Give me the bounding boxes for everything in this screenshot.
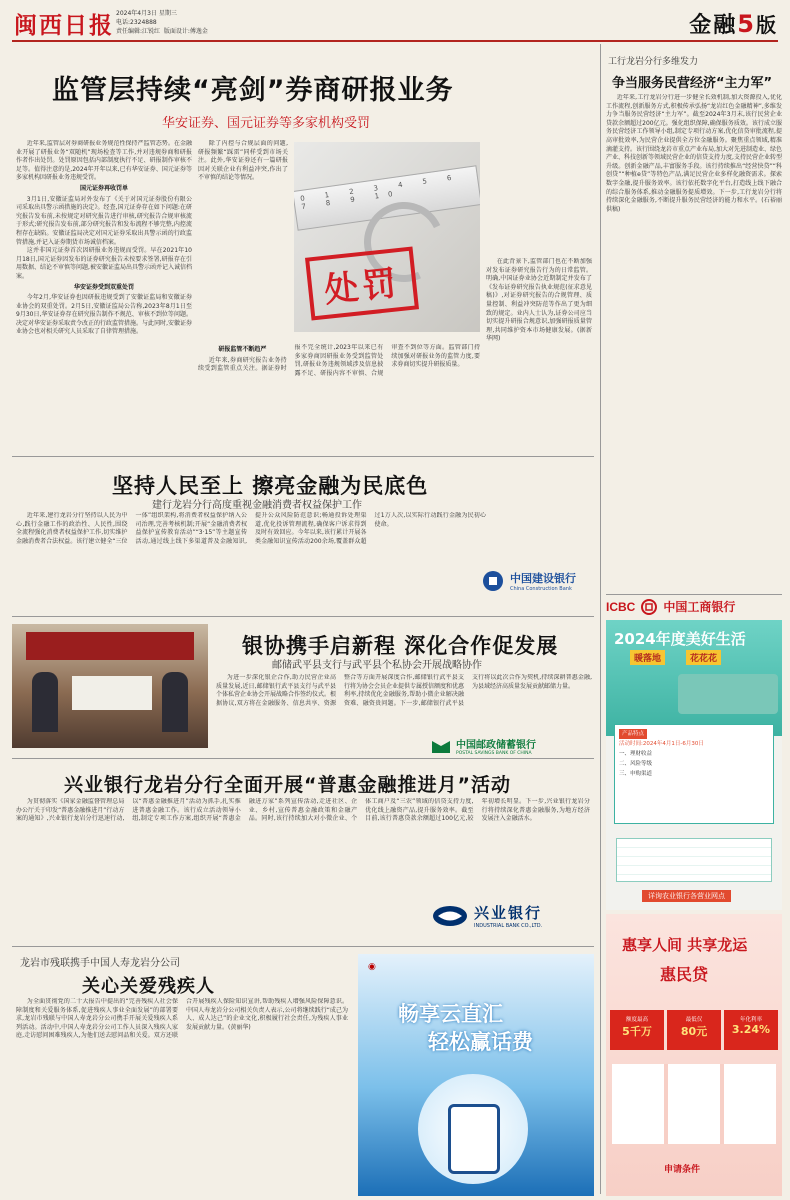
icbc-logo: ICBC 中国工商银行 [606, 594, 782, 614]
masthead-rule [12, 40, 778, 42]
signing-ceremony-photo [12, 624, 208, 748]
ad-title-2: 轻松赢话费 [428, 1030, 533, 1054]
article-icbc [606, 48, 782, 588]
product-table: 产品特点 活动时间:2024年4月1日-6月30日 一、理财收益 二、风险等级 三、申购渠道 [614, 724, 774, 824]
section-label: 金融5版 [689, 10, 778, 38]
article-body-col1: 近年来,监管层对券商研报业务规范性保持严监管态势。在金融业开展了研报业务“双随机”现场检查等工作,并对违规券商和研报作者作出处罚。处罚原因包括内部制度执行不足、研报制作审核不足等。值得注意的是,2024年开年以来,已有华安证券、国元证券等多家机构因研报业务违规受罚。 国元证券再收罚单 3月1日,安徽证监局对外发布了《关于对国元证券股份有限公司采取出具警示函措施的决定》。经查,国元证券存在如下问题:在研究报告发布前,未按规定对研究报告进行审核,研究报告合规审核流于形式;研究报告发布前,部分研究报告和发布流程不够完整,内控流程存在缺陷。安徽证监局决定对国元证券采取出具警示函的行政监管措施,并记入证券期货市场诚信档案。 这并非国元证券首次因研报业务违规而受罚。早在2021年10月18日,国元证券因发布的证券研究报告未按要求签署,研报存在引用数据、结论不审慎等问题,被安徽证监局出具警示函并记入诚信档案。 华安证券受到双重处罚 今年2月,华安证券也因研报违规受到了安徽证监局和安徽证券业协会的双重处罚。2月5日,安徽证监局公告称,2023年8月1日至9月30日,华安证券存在研究报告制作不规范、审核不到位等问题。决定对华安证券采取责令改正的行政监管措施。与此同时,安徽证券业协会也对相关研究人员采取了自律管理措施。 [16, 140, 192, 336]
divider [12, 616, 594, 617]
article-securities-penalty [12, 48, 594, 488]
red-banner [26, 632, 194, 660]
article-body: 为贯彻落实《国家金融监督管理总局办公厅关于印发“普惠金融推进月”行动方案的通知》,兴业银行龙岩分行迅速行动,以“普惠金融推进月”活动为抓手,扎实推进普惠金融工作。该行成立活动领导小组,制定专项工作方案,组织开展“普惠金融进万家”系列宣传活动,走进社区、企业、乡村,宣传普惠金融政策和金融产品。同时,该行持续加大对小微企业、个体工商户及“三农”领域的信贷支持力度,优化线上融资产品,提升服务效率。截至目前,该行普惠贷款余额超过100亿元,较年初增长明显。下一步,兴业银行龙岩分行将持续深化普惠金融服务,为地方经济发展注入金融活水。 [16, 798, 590, 823]
headline: 银协携手启新程 深化合作促发展 [242, 634, 559, 658]
ad-title: 2024年度美好生活 [614, 630, 746, 648]
headline: 关心关爱残疾人 [82, 976, 215, 997]
boc-logo: ◉ [368, 962, 376, 972]
article-body-col2: 除了内控与合规层面的问题,研报频繁“踩雷”同样受到市场关注。此外,华安证券还有一篇研报因对关联企业有利益冲突,作出了不审慎的结论等情况。 [198, 140, 288, 182]
subheadline: 邮储武平县支行与武平县个私协会开展战略协作 [272, 660, 482, 671]
column-divider [600, 44, 601, 1194]
ad-cta: 申请条件 [664, 1165, 701, 1175]
article-body: 近年来,建行龙岩分行坚持以人民为中心,践行金融工作的政治性、人民性,围绕全流程强化消费者权益保护工作,切实维护金融消费者合法权益。该行建立健全“三位一体”组织架构,将消费者权益保护纳入公司治理,完善考核机制;开展“金融消费者权益保护宣传教育活动”“3·15”等主题宣传活动,通过线上线下多渠道普及金融知识,提升公众风险防范意识;畅通投诉处理渠道,优化投诉管理流程,确保客户诉求得到及时有效回应。今年以来,该行累计开展各类金融知识宣传活动200余场,覆盖群众超过1万人次,以实际行动践行金融为民初心使命。 [16, 512, 486, 545]
article-ccb [12, 462, 594, 614]
document [72, 676, 152, 710]
masthead [12, 6, 778, 40]
cib-logo: 兴业银行 INDUSTRIAL BANK CO.,LTD. [432, 902, 542, 929]
penalty-stamp: 处罚 [305, 247, 419, 321]
headline: 坚持人民至上 擦亮金融为民底色 [112, 474, 429, 498]
ad-tag-2: 花花花 [686, 650, 721, 665]
ccb-logo-icon [482, 570, 504, 592]
abc-ad [606, 620, 782, 910]
divider [12, 946, 594, 947]
boc-ad [358, 954, 594, 1196]
icbc-logo-icon [641, 599, 657, 615]
article-disabled-care [12, 950, 352, 1196]
ad-title-2: 惠民贷 [660, 965, 709, 984]
subheadline: 华安证券、国元证券等多家机构受罚 [162, 116, 371, 131]
issue-info: 2024年4月3日 星期三 电话:2324888 责任编辑:江锐红 版面设计:傅逸金 [116, 10, 208, 35]
psbc-logo: 中国邮政储蓄银行 POSTAL SAVINGS BANK OF CHINA [432, 736, 536, 756]
ad-title-1: 惠享人间 共享龙运 [622, 936, 748, 954]
qr-code-row [612, 1064, 776, 1144]
phone-graphic [448, 1104, 500, 1174]
headline: 争当服务民营经济“主力军” [612, 76, 773, 91]
cib-logo-icon [432, 905, 468, 927]
ruler-graphic: 0 1 2 3 4 5 6 7 8 9 10 [294, 165, 480, 230]
kicker: 龙岩市残联携手中国人寿龙岩分公司 [20, 958, 180, 969]
article-body: 为全面贯彻党的二十大报告中提出的“完善残疾人社会保障制度和关爱服务体系,促进残疾人事业全面发展”的部署要求,龙岩市残联与中国人寿龙岩分公司携手开展关爱残疾人系列活动。活动中,中国人寿龙岩分公司工作人员深入残疾人家庭,走访慰问困难残疾人,为他们送去慰问品和关爱。双方还联合开展残疾人保险知识宣讲,帮助残疾人增强风险保障意识。中国人寿龙岩分公司相关负责人表示,公司将继续践行“成己为人、成人达己”的企业文化,积极履行社会责任,为残疾人事业发展贡献力量。(黄丽华) [16, 998, 348, 1040]
article-cib [12, 762, 594, 942]
divider [12, 758, 594, 759]
offer-row [610, 1010, 778, 1050]
ccb-logo: 中国建设银行 China Construction Bank [482, 570, 576, 592]
newspaper-name: 闽西日报 [14, 12, 114, 39]
person [162, 672, 188, 732]
article-body: 为进一步深化银企合作,助力民营企业高质量发展,近日,邮储银行武平县支行与武平县个体私营企业协会开展战略合作签约仪式。根据协议,双方将在金融服务、信息共享、资源整合等方面开展深度合作,邮储银行武平县支行将为协会会员企业提供专属授信额度和优惠利率,持续优化金融服务,帮助小微企业解决融资难、融资贵问题。下一步,邮储银行武平县支行将以此次合作为契机,持续深耕普惠金融,为县域经济高质量发展贡献邮储力量。 [216, 674, 592, 707]
offer-1: 额度最高 5千万 [610, 1010, 664, 1050]
offer-2: 最低仅 80元 [667, 1010, 721, 1050]
headline: 监管层持续“亮剑”券商研报业务 [52, 75, 454, 106]
headline: 兴业银行龙岩分行全面开展“普惠金融推进月”活动 [64, 774, 511, 796]
article-body-col3: 研报监管不断趋严 近年来,券商研究报告业务持续受到监管重点关注。据证券时报不完全统计,2023年以来已有多家券商因研报业务受到监管处罚,研报业务违规领域涉及信息披露不足、研报内容不审慎、合规审查不到位等方面。监管部门持续加强对研报业务的监管力度,要求券商切实提升研报质量。 [198, 344, 480, 377]
penalty-photo [294, 142, 480, 332]
loan-ad [606, 914, 782, 1196]
divider [12, 456, 594, 457]
article-psbc [12, 620, 594, 755]
rate-table [616, 838, 772, 882]
article-body-col4: 在此背景下,监管部门也在不断加强对发布证券研究报告行为的日常监管。明确,中国证券业协会近期制定并发布了《发布证券研究报告执业规范(征求意见稿)》,对证券研究报告的合规管理、质量控制、利益冲突防范等作出了更为细致的规定。业内人士认为,证券公司应当切实提升研报合规意识,加强研报质量管理,共同维护资本市场健康发展。(据新华网) [486, 258, 592, 343]
subheadline: 建行龙岩分行高度重视金融消费者权益保护工作 [152, 500, 362, 511]
ad-title-1: 畅享云直汇 [398, 1002, 503, 1026]
article-body: 近年来,工行龙岩分行进一步健全长效机制,加大资源投入,优化工作流程,创新服务方式,积极传承弘扬“龙岩红色金融精神”,多维发力争当服务民营经济“主力军”。截至2024年3月末,该行民营企业贷款余额超过200亿元。强化组织保障,确保服务质效。该行成立服务民营经济工作领导小组,制定专项行动方案,优化信贷审批流程,提高审批效率,为民营企业提供全方位金融服务。聚焦重点领域,精准滴灌支持。该行围绕龙岩市重点产业布局,加大对先进制造业、绿色产业、科技创新等领域民营企业的信贷支持力度,支持民营企业转型升级。创新金融产品,丰富服务手段。该行持续推出“经营快贷”“科创贷”“种植e贷”等特色产品,满足民营企业多样化融资需求。探索数字金融,提升服务效率。该行依托数字化平台,打造线上线下融合的综合服务体系,推动金融服务提质增效。下一步,工行龙岩分行将持续深化金融服务,不断提升服务民营经济的能力和水平。(石裕丽 供稿) [606, 94, 782, 213]
ad-cta: 详询农业银行各营业网点 [642, 890, 731, 902]
ad-illustration [678, 674, 778, 714]
offer-3: 年化利率 3.24% [724, 1010, 778, 1050]
ad-tag-1: 暖落地 [630, 650, 665, 665]
person [32, 672, 58, 732]
psbc-logo-icon [432, 739, 450, 753]
kicker: 工行龙岩分行多维发力 [608, 57, 699, 67]
